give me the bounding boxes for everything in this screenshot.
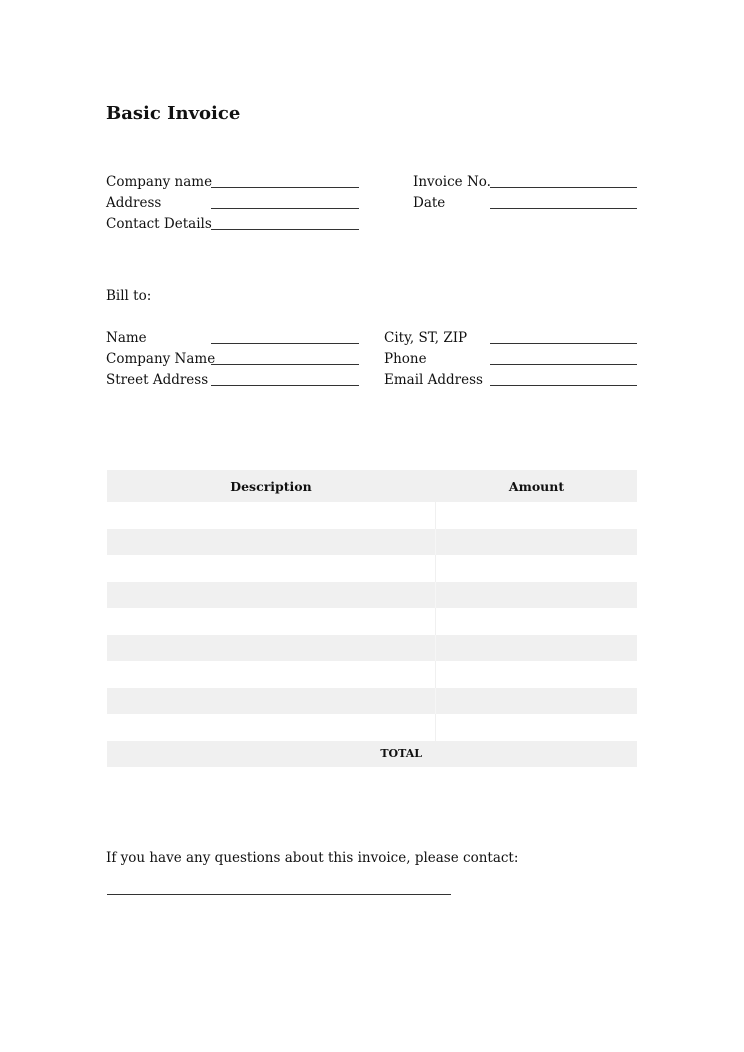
street-address-label: Street Address	[106, 372, 209, 388]
total-row	[107, 741, 637, 768]
address-label: Address	[106, 195, 162, 211]
amount-cell[interactable]	[436, 608, 637, 635]
email-address-field[interactable]	[490, 385, 637, 386]
description-cell[interactable]	[107, 635, 436, 662]
invoice-items-table	[107, 470, 637, 767]
contact-field[interactable]	[107, 894, 451, 895]
amount-cell[interactable]	[436, 582, 637, 609]
total-label: TOTAL	[107, 741, 436, 768]
amount-cell[interactable]	[436, 635, 637, 662]
date-label: Date	[413, 195, 446, 211]
amount-cell[interactable]	[436, 555, 637, 582]
description-cell[interactable]	[107, 608, 436, 635]
phone-label: Phone	[384, 351, 427, 367]
table-row	[107, 582, 637, 609]
table-row	[107, 661, 637, 688]
table-row	[107, 635, 637, 662]
date-field[interactable]	[490, 208, 637, 209]
description-cell[interactable]	[107, 661, 436, 688]
amount-column-header: Amount	[508, 478, 565, 494]
amount-cell[interactable]	[436, 502, 637, 529]
company-name-field[interactable]	[211, 187, 359, 188]
name-field[interactable]	[211, 343, 359, 344]
table-row	[107, 608, 637, 635]
table-row	[107, 714, 637, 741]
amount-cell[interactable]	[436, 714, 637, 741]
total-amount-cell[interactable]	[436, 741, 637, 768]
street-address-field[interactable]	[211, 385, 359, 386]
description-cell[interactable]	[107, 529, 436, 556]
bill-company-name-field[interactable]	[211, 364, 359, 365]
phone-field[interactable]	[490, 364, 637, 365]
amount-cell[interactable]	[436, 661, 637, 688]
bill-to-heading: Bill to:	[106, 288, 152, 304]
invoice-no-field[interactable]	[490, 187, 637, 188]
table-row	[107, 529, 637, 556]
description-column-header: Description	[107, 470, 436, 502]
description-cell[interactable]	[107, 555, 436, 582]
table-body	[107, 502, 637, 741]
table-row	[107, 555, 637, 582]
table-header-row	[107, 470, 637, 502]
description-cell[interactable]	[107, 582, 436, 609]
description-cell[interactable]	[107, 688, 436, 715]
amount-cell[interactable]	[436, 688, 637, 715]
description-cell[interactable]	[107, 714, 436, 741]
table-row	[107, 688, 637, 715]
name-label: Name	[106, 330, 147, 346]
company-name-label: Company name	[106, 174, 213, 190]
contact-details-label: Contact Details	[106, 216, 212, 232]
city-st-zip-label: City, ST, ZIP	[384, 330, 468, 346]
amount-cell[interactable]	[436, 529, 637, 556]
page-title: Basic Invoice	[106, 103, 241, 124]
table-row	[107, 502, 637, 529]
invoice-no-label: Invoice No.	[413, 174, 491, 190]
bill-company-name-label: Company Name	[106, 351, 216, 367]
description-cell[interactable]	[107, 502, 436, 529]
contact-prompt: If you have any questions about this invoice, please contact:	[106, 850, 519, 866]
contact-details-field[interactable]	[211, 229, 359, 230]
email-address-label: Email Address	[384, 372, 483, 388]
city-st-zip-field[interactable]	[490, 343, 637, 344]
address-field[interactable]	[211, 208, 359, 209]
